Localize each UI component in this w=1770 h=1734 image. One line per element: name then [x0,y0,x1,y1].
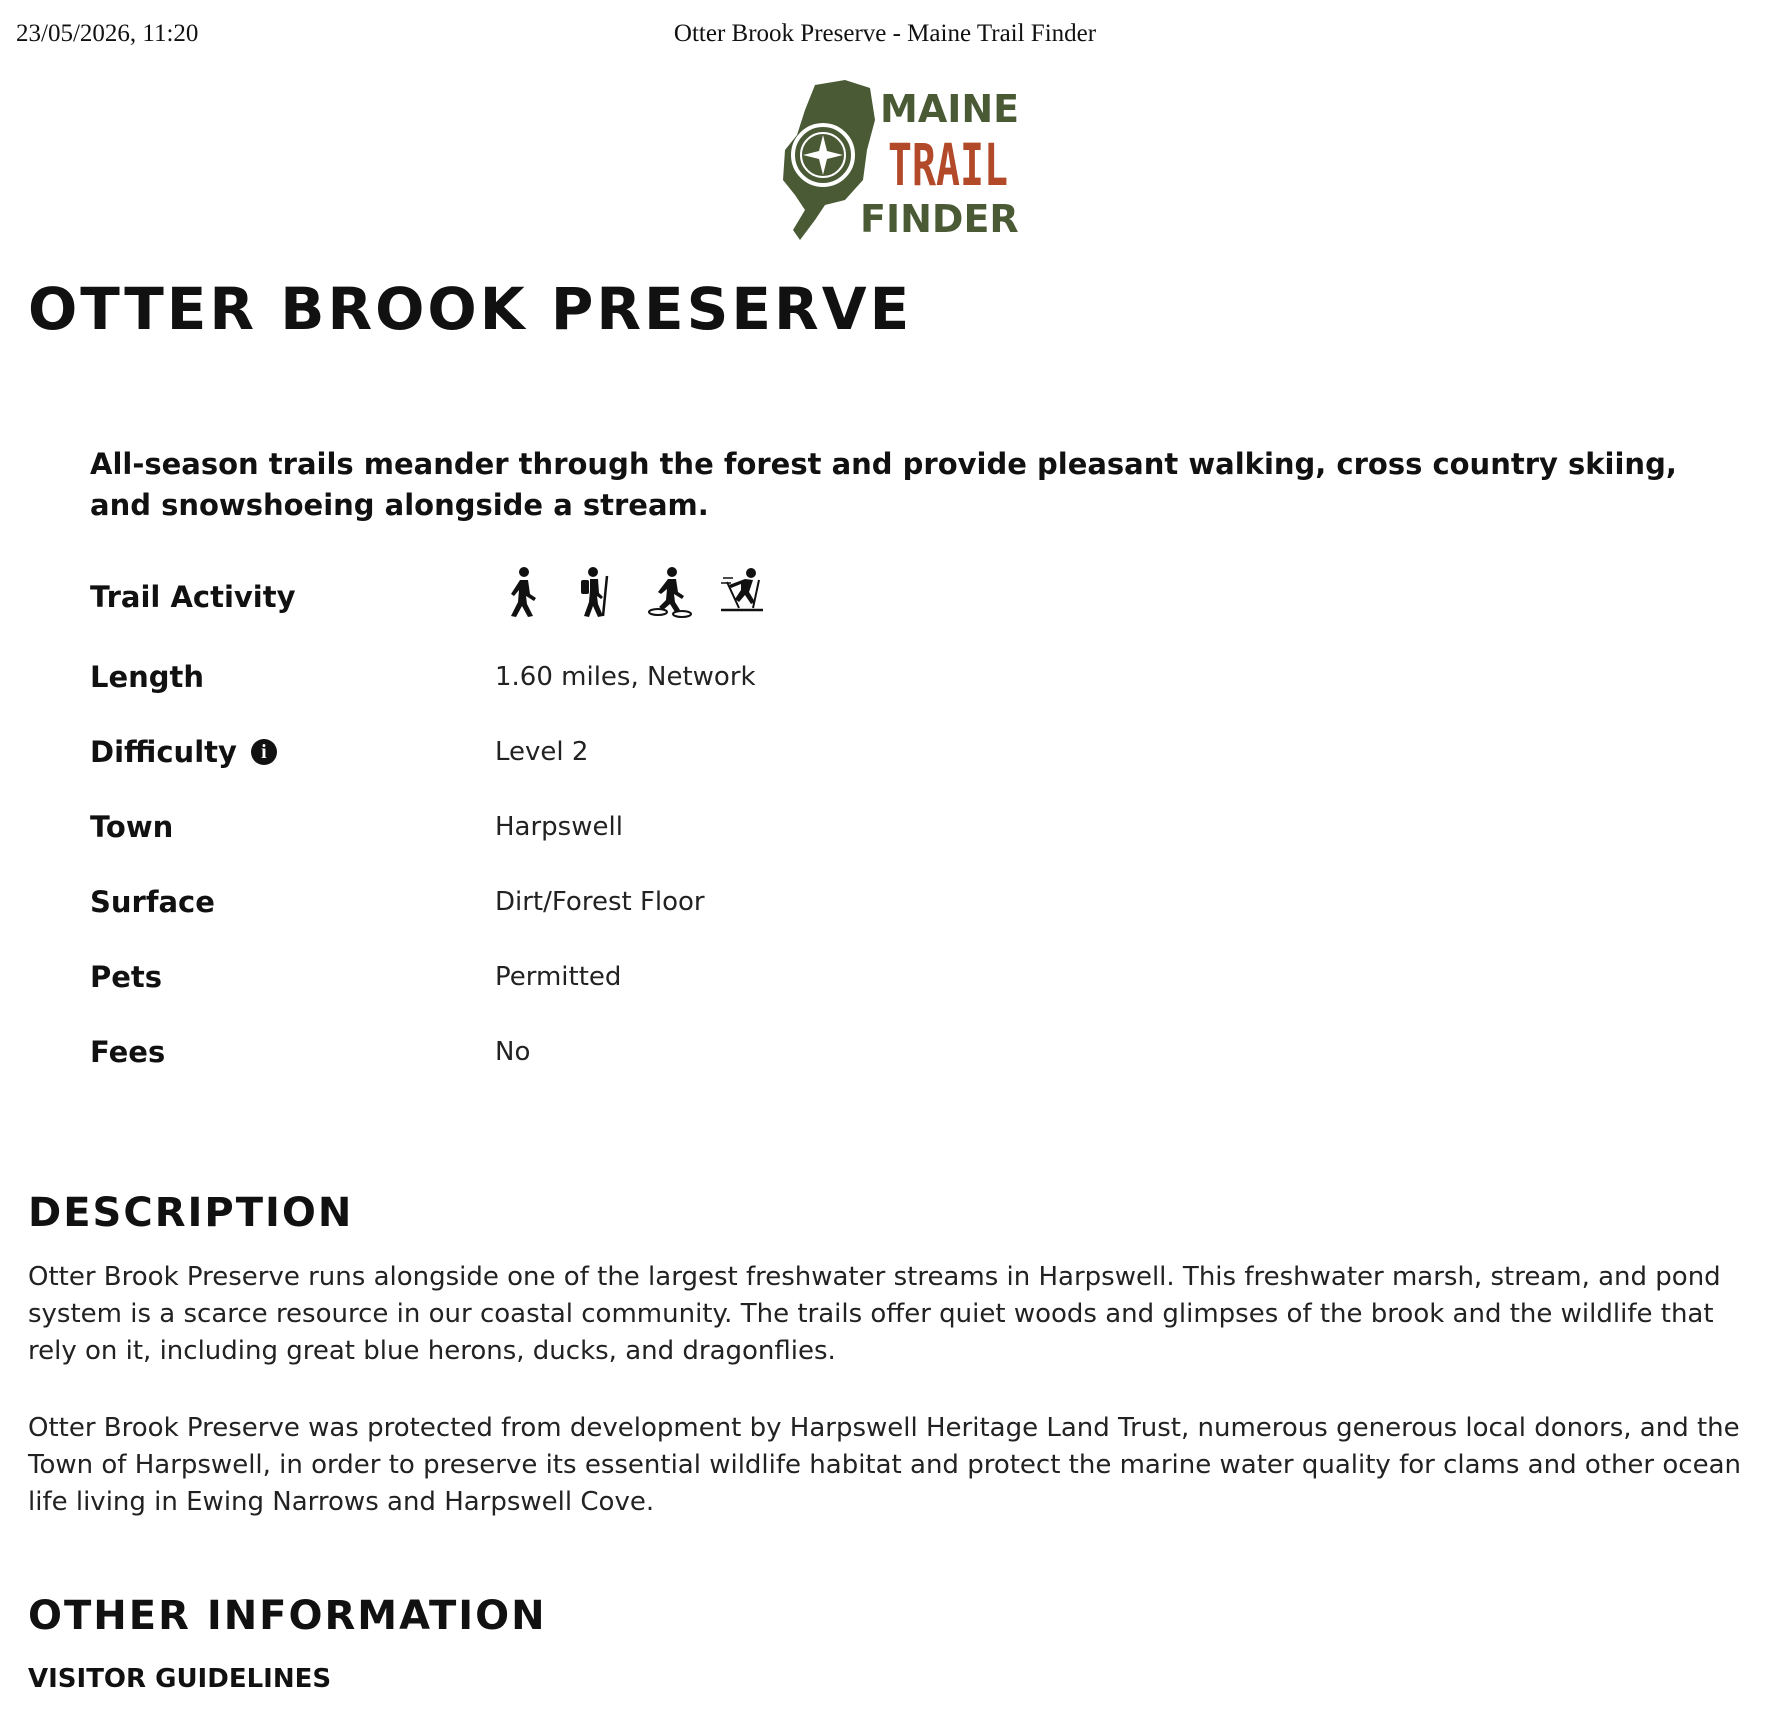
walking-icon [500,566,546,618]
fact-label-pets: Pets [90,960,163,994]
snowshoeing-icon [646,566,692,618]
fact-value-pets: Permitted [495,962,622,992]
fact-value-length: 1.60 miles, Network [495,662,756,692]
trail-facts-table [90,580,1290,1110]
info-icon[interactable]: i [251,739,277,765]
description-paragraph: Otter Brook Preserve was protected from development by Harpswell Heritage Land Trust, numerous generous local donors, and the Town of Harpswell, in order to preserve its essential wildlife habitat and protect the marine water quality for clams and other ocean life living in Ewing Narrows and Harpswell Cove. [28,1413,1741,1517]
fact-row-town [90,810,1290,885]
fact-row-difficulty [90,735,1290,810]
fact-row-pets [90,960,1290,1035]
other-information-heading: OTHER INFORMATION [28,1593,547,1639]
fact-row-fees [90,1035,1290,1110]
logo-graphic [775,80,1025,255]
fact-value-difficulty: Level 2 [495,737,589,767]
trail-tagline: All-season trails meander through the forest and provide pleasant walking, cross country skiing, and snowshoeing alongside a stream. [90,447,1677,522]
description-paragraph: Otter Brook Preserve runs alongside one of the largest freshwater streams in Harpswell. This freshwater marsh, stream, and pond system is a scarce resource in our coastal community. The trails offer quiet woods and glimpses of the brook and the wildlife that rely on it, including great blue herons, ducks, and dragonflies. [28,1262,1721,1366]
logo-line-finder: FINDER [860,197,1019,241]
fact-row-surface [90,885,1290,960]
visitor-guidelines-heading: VISITOR GUIDELINES [28,1664,332,1694]
page-title: OTTER BROOK PRESERVE [28,275,913,343]
fact-row-activity [90,580,1290,660]
description-heading: DESCRIPTION [28,1190,354,1236]
fact-value-fees: No [495,1037,531,1067]
fact-label-surface: Surface [90,885,215,919]
print-page-title: Otter Brook Preserve - Maine Trail Finder [673,20,1097,47]
fact-row-length [90,660,1290,735]
fact-label-length: Length [90,660,205,694]
fact-value-surface: Dirt/Forest Floor [495,887,705,917]
fact-value-town: Harpswell [495,812,623,842]
cross-country-skiing-icon [719,566,765,618]
hiking-icon [573,566,619,618]
activity-icons [500,566,787,622]
maine-trail-finder-logo[interactable] [775,80,1025,255]
fact-label-difficulty [90,735,277,769]
logo-line-maine: MAINE [880,87,1020,131]
logo-line-trail: TRAIL [888,131,1008,199]
fact-label-fees: Fees [90,1035,166,1069]
difficulty-label-text: Difficulty [90,735,237,769]
fact-label-activity: Trail Activity [90,580,296,614]
print-datetime: 23/05/2026, 11:20 [16,20,199,47]
print-header [0,0,1770,70]
fact-label-town: Town [90,810,174,844]
